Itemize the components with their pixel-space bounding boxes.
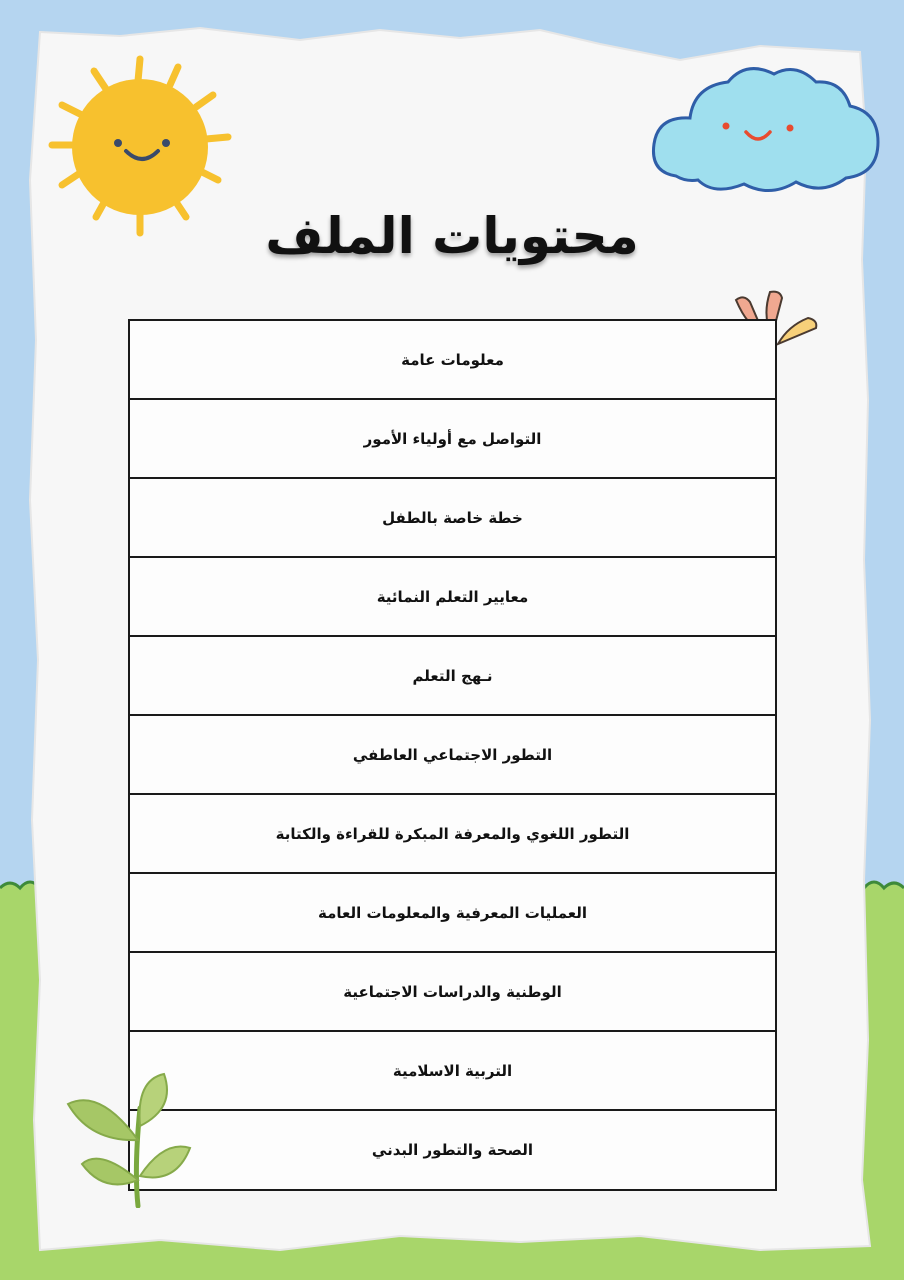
toc-row	[130, 874, 775, 953]
page-title: محتويات الملف	[265, 207, 639, 265]
toc-row	[130, 637, 775, 716]
toc-item-label: الوطنية والدراسات الاجتماعية	[343, 982, 562, 1001]
toc-row	[130, 400, 775, 479]
toc-row	[130, 1111, 775, 1189]
toc-row	[130, 716, 775, 795]
toc-item-label: معايير التعلم النمائية	[376, 587, 529, 606]
toc-row	[130, 321, 775, 400]
cloud-icon	[646, 56, 886, 201]
toc-item-label: التربية الاسلامية	[392, 1061, 513, 1080]
toc-item-label: التطور الاجتماعي العاطفي	[352, 745, 553, 764]
plant-icon	[60, 1068, 200, 1208]
contents-table	[128, 319, 777, 1191]
toc-row	[130, 479, 775, 558]
toc-item-label: الصحة والتطور البدني	[371, 1141, 534, 1159]
toc-row	[130, 558, 775, 637]
toc-row	[130, 1032, 775, 1111]
toc-item-label: نـهج التعلم	[412, 666, 493, 685]
toc-item-label: العمليات المعرفية والمعلومات العامة	[318, 903, 587, 922]
toc-row	[130, 953, 775, 1032]
toc-item-label: خطة خاصة بالطفل	[382, 508, 523, 527]
toc-item-label: التطور اللغوي والمعرفة المبكرة للقراءة والكتابة	[275, 824, 630, 843]
toc-row	[130, 795, 775, 874]
toc-item-label: معلومات عامة	[401, 350, 504, 369]
toc-item-label: التواصل مع أولياء الأمور	[363, 429, 542, 448]
